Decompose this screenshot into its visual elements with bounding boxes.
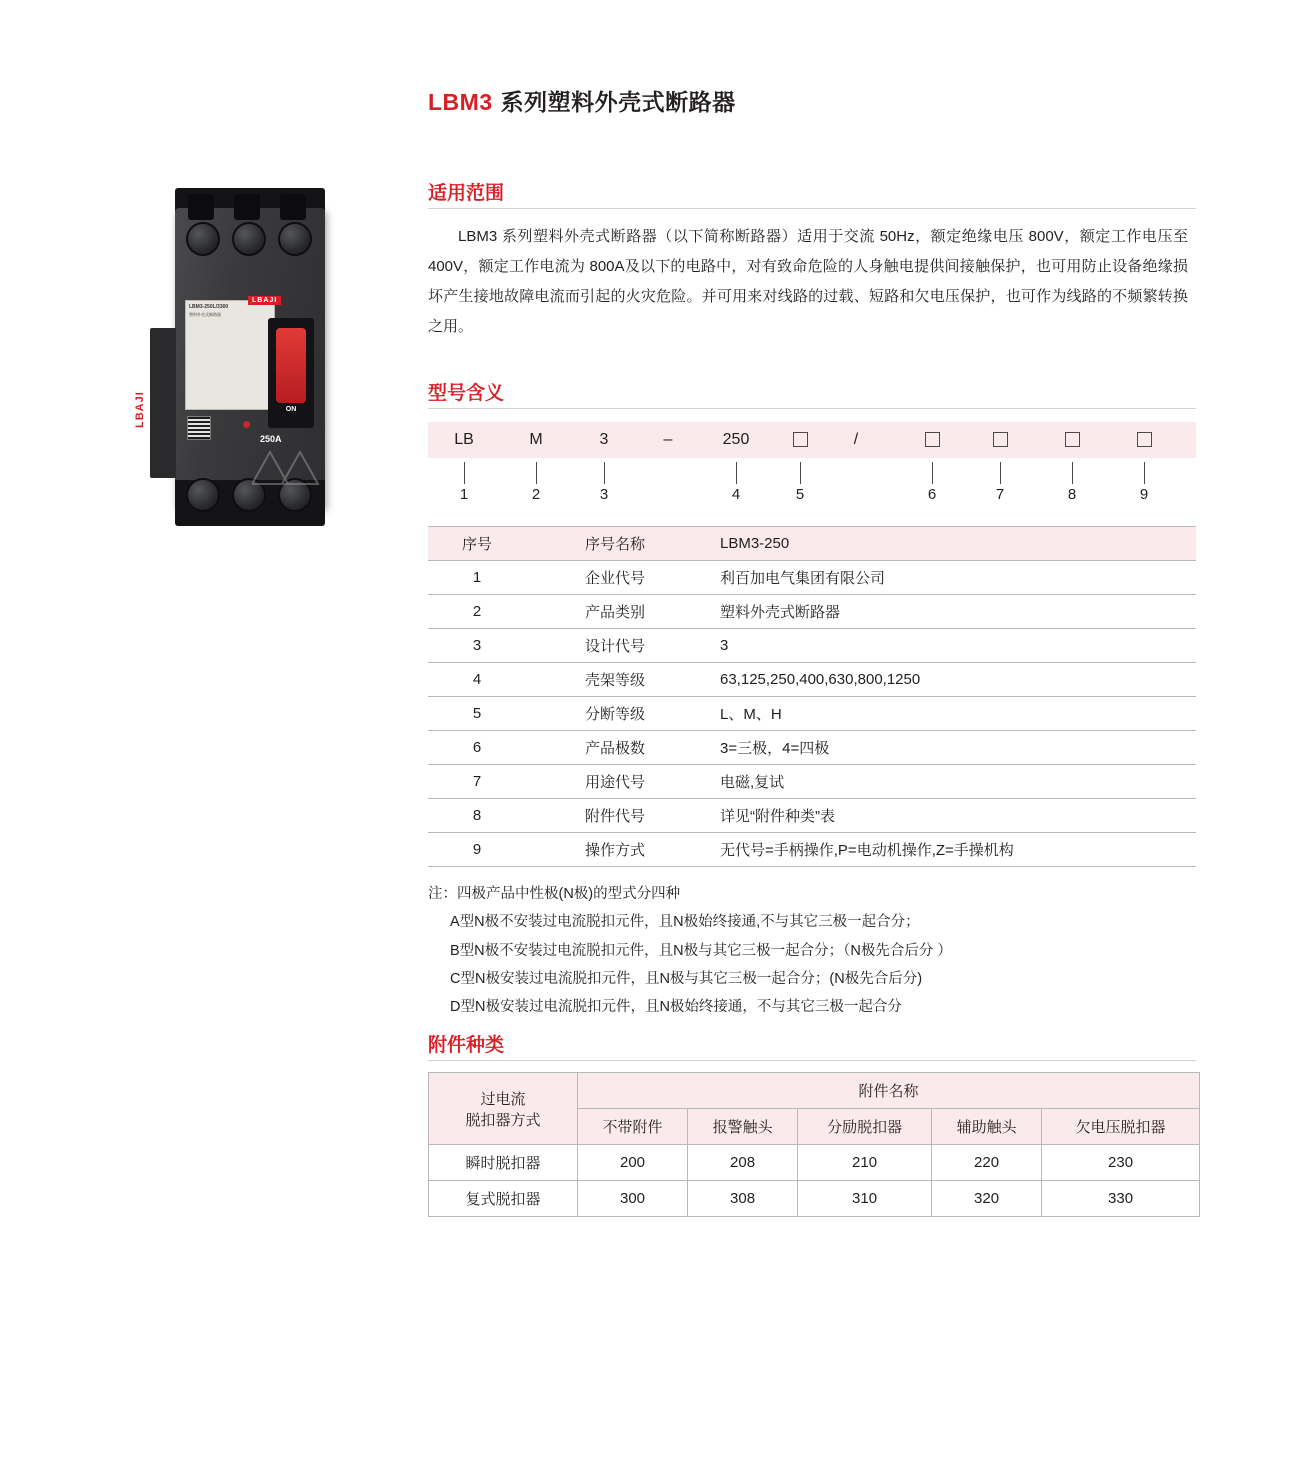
col-header-undervoltage-release: 欠电压脱扣器 (1042, 1109, 1200, 1145)
cell-value: 208 (688, 1145, 798, 1181)
table-row (429, 1181, 1200, 1217)
cell-index: 6 (428, 731, 526, 765)
table-row (428, 561, 1196, 595)
cell-value: 210 (798, 1145, 932, 1181)
page-title (428, 84, 736, 117)
table-row (428, 697, 1196, 731)
model-index-5: 5 (795, 486, 805, 503)
table-row (428, 595, 1196, 629)
cell-value: 63,125,250,400,630,800,1250 (704, 663, 1196, 697)
accessory-table (428, 1072, 1200, 1217)
model-tick (1000, 462, 1001, 484)
terminal-slot (234, 194, 260, 220)
nameplate-title: LBM3-250L/3300 (189, 304, 229, 310)
nameplate-subtitle: 塑料外壳式断路器 (189, 311, 221, 317)
breaker-side-panel (150, 328, 176, 478)
cell-value: L、M、H (704, 697, 1196, 731)
cell-index: 2 (428, 595, 526, 629)
model-index-3: 3 (599, 486, 609, 503)
model-index-2: 2 (531, 486, 541, 503)
section-heading-scope: 适用范围 (428, 183, 505, 204)
page-title-code: LBM3 (428, 89, 493, 115)
cell-index: 5 (428, 697, 526, 731)
note-lead: 注：四极产品中性极(N极)的型式分四种 (428, 886, 681, 902)
cell-index: 7 (428, 765, 526, 799)
brand-badge: LBAJI (248, 296, 281, 305)
code-box-icon (993, 432, 1008, 447)
table-row (428, 833, 1196, 867)
table-row (428, 731, 1196, 765)
note-line-d: D型N极安装过电流脱扣元件，且N极始终接通，不与其它三极一起合分 (450, 999, 902, 1016)
section-divider (428, 208, 1196, 209)
terminal (186, 222, 220, 256)
note-line-c: C型N极安装过电流脱扣元件，且N极与其它三极一起合分；(N极先合后分) (450, 970, 923, 987)
model-meaning-table (428, 526, 1196, 867)
side-brand-text: LBAJI (134, 391, 146, 428)
col-header-index: 序号 (428, 527, 526, 561)
cell-name: 壳架等级 (526, 663, 704, 697)
cell-name: 产品类别 (526, 595, 704, 629)
model-segment-dash: – (663, 431, 673, 448)
arrow-marks-icon (252, 446, 322, 486)
code-box-icon (793, 432, 808, 447)
cell-value: 电磁,复试 (704, 765, 1196, 799)
col-header-shunt-release: 分励脱扣器 (798, 1109, 932, 1145)
model-segment-box-5 (780, 422, 820, 458)
note-block (428, 880, 1198, 1021)
model-segment-box-7 (980, 422, 1020, 458)
section-heading-accessory: 附件种类 (428, 1035, 505, 1056)
code-box-icon (1137, 432, 1152, 447)
table-row (428, 765, 1196, 799)
cell-index: 4 (428, 663, 526, 697)
terminal (186, 478, 220, 512)
cell-value: 详见“附件种类”表 (704, 799, 1196, 833)
cell-name: 产品极数 (526, 731, 704, 765)
page-title-rest: 系列塑料外壳式断路器 (500, 89, 736, 115)
model-segment-box-9 (1124, 422, 1164, 458)
model-segment-250: 250 (722, 431, 750, 448)
col-header-aux-contact: 辅助触头 (932, 1109, 1042, 1145)
model-tick (1144, 462, 1145, 484)
table-row (428, 663, 1196, 697)
note-line-b: B型N极不安装过电流脱扣元件，且N极与其它三极一起合分；（N极先合后分 ） (450, 942, 952, 959)
note-line-a: A型N极不安装过电流脱扣元件，且N极始终接通,不与其它三极一起合分； (450, 914, 920, 931)
model-index-9: 9 (1139, 486, 1149, 503)
section-divider (428, 408, 1196, 409)
model-index-8: 8 (1067, 486, 1077, 503)
cell-value: 塑料外壳式断路器 (704, 595, 1196, 629)
model-index-1: 1 (459, 486, 469, 503)
table-header-row (428, 527, 1196, 561)
indicator-led (243, 421, 250, 428)
model-segment-box-8 (1052, 422, 1092, 458)
row-label-composite: 复式脱扣器 (429, 1181, 578, 1217)
model-index-6: 6 (927, 486, 937, 503)
rated-current-label: 250A (260, 434, 282, 444)
cell-value: 3=三极，4=四极 (704, 731, 1196, 765)
breaker-handle (276, 328, 306, 403)
cell-value: 320 (932, 1181, 1042, 1217)
corner-header-line1: 过电流 (480, 1090, 526, 1108)
model-index-4: 4 (731, 486, 741, 503)
breaker-nameplate (185, 300, 275, 410)
code-box-icon (925, 432, 940, 447)
circuit-breaker-illustration (134, 178, 345, 528)
cell-index: 9 (428, 833, 526, 867)
scope-text: LBM3 系列塑料外壳式断路器（以下简称断路器）适用于交流 50Hz，额定绝缘电压 800V，额定工作电压至 400V，额定工作电流为 800A及以下的电路中，对有致命危险的人身触电提供间接触保护，也可用防止设备绝缘损坏产生接地故障电流而引起的火灾危险。并可用来对线路的过载、短路和欠电压保护，也可作为线路的不频繁转换之用。 (428, 228, 1188, 335)
model-tick (536, 462, 537, 484)
cell-name: 设计代号 (526, 629, 704, 663)
table-row (428, 799, 1196, 833)
code-box-icon (1065, 432, 1080, 447)
model-tick (932, 462, 933, 484)
cell-value: 230 (1042, 1145, 1200, 1181)
group-header: 附件名称 (578, 1073, 1200, 1109)
cell-name: 分断等级 (526, 697, 704, 731)
model-segment-lb: LB (454, 431, 474, 448)
cell-name: 企业代号 (526, 561, 704, 595)
terminal-slot (280, 194, 306, 220)
model-tick (604, 462, 605, 484)
section-heading-model: 型号含义 (428, 383, 505, 404)
model-index-7: 7 (995, 486, 1005, 503)
cell-value: 308 (688, 1181, 798, 1217)
handle-on-label: ON (285, 406, 297, 413)
col-header-name: 序号名称 (526, 527, 704, 561)
corner-header-line2: 脱扣器方式 (465, 1111, 541, 1129)
cell-name: 附件代号 (526, 799, 704, 833)
qr-code (187, 416, 211, 440)
row-label-instant: 瞬时脱扣器 (429, 1145, 578, 1181)
cell-index: 3 (428, 629, 526, 663)
cell-value: 无代号=手柄操作,P=电动机操作,Z=手操机构 (704, 833, 1196, 867)
model-segment-box-6 (912, 422, 952, 458)
terminal (232, 222, 266, 256)
model-tick (464, 462, 465, 484)
cell-name: 操作方式 (526, 833, 704, 867)
terminal (278, 222, 312, 256)
table-row (428, 629, 1196, 663)
cell-value: 利百加电气集团有限公司 (704, 561, 1196, 595)
col-header-alarm-contact: 报警触头 (688, 1109, 798, 1145)
model-segment-3: 3 (599, 431, 609, 448)
model-segment-m: M (529, 431, 543, 448)
cell-value: 330 (1042, 1181, 1200, 1217)
model-segment-slash: / (853, 431, 859, 448)
model-tick (800, 462, 801, 484)
corner-header (429, 1073, 578, 1145)
product-photo (118, 160, 368, 540)
cell-value: 200 (578, 1145, 688, 1181)
cell-value: 300 (578, 1181, 688, 1217)
scope-paragraph (428, 222, 1188, 342)
cell-value: 3 (704, 629, 1196, 663)
cell-index: 1 (428, 561, 526, 595)
table-row (429, 1145, 1200, 1181)
cell-name: 用途代号 (526, 765, 704, 799)
terminal-slot (188, 194, 214, 220)
cell-index: 8 (428, 799, 526, 833)
cell-value: 310 (798, 1181, 932, 1217)
col-header-no-accessory: 不带附件 (578, 1109, 688, 1145)
section-divider (428, 1060, 1196, 1061)
model-tick (736, 462, 737, 484)
table-header-row (429, 1073, 1200, 1109)
col-header-model: LBM3-250 (704, 527, 1196, 561)
model-tick (1072, 462, 1073, 484)
cell-value: 220 (932, 1145, 1042, 1181)
